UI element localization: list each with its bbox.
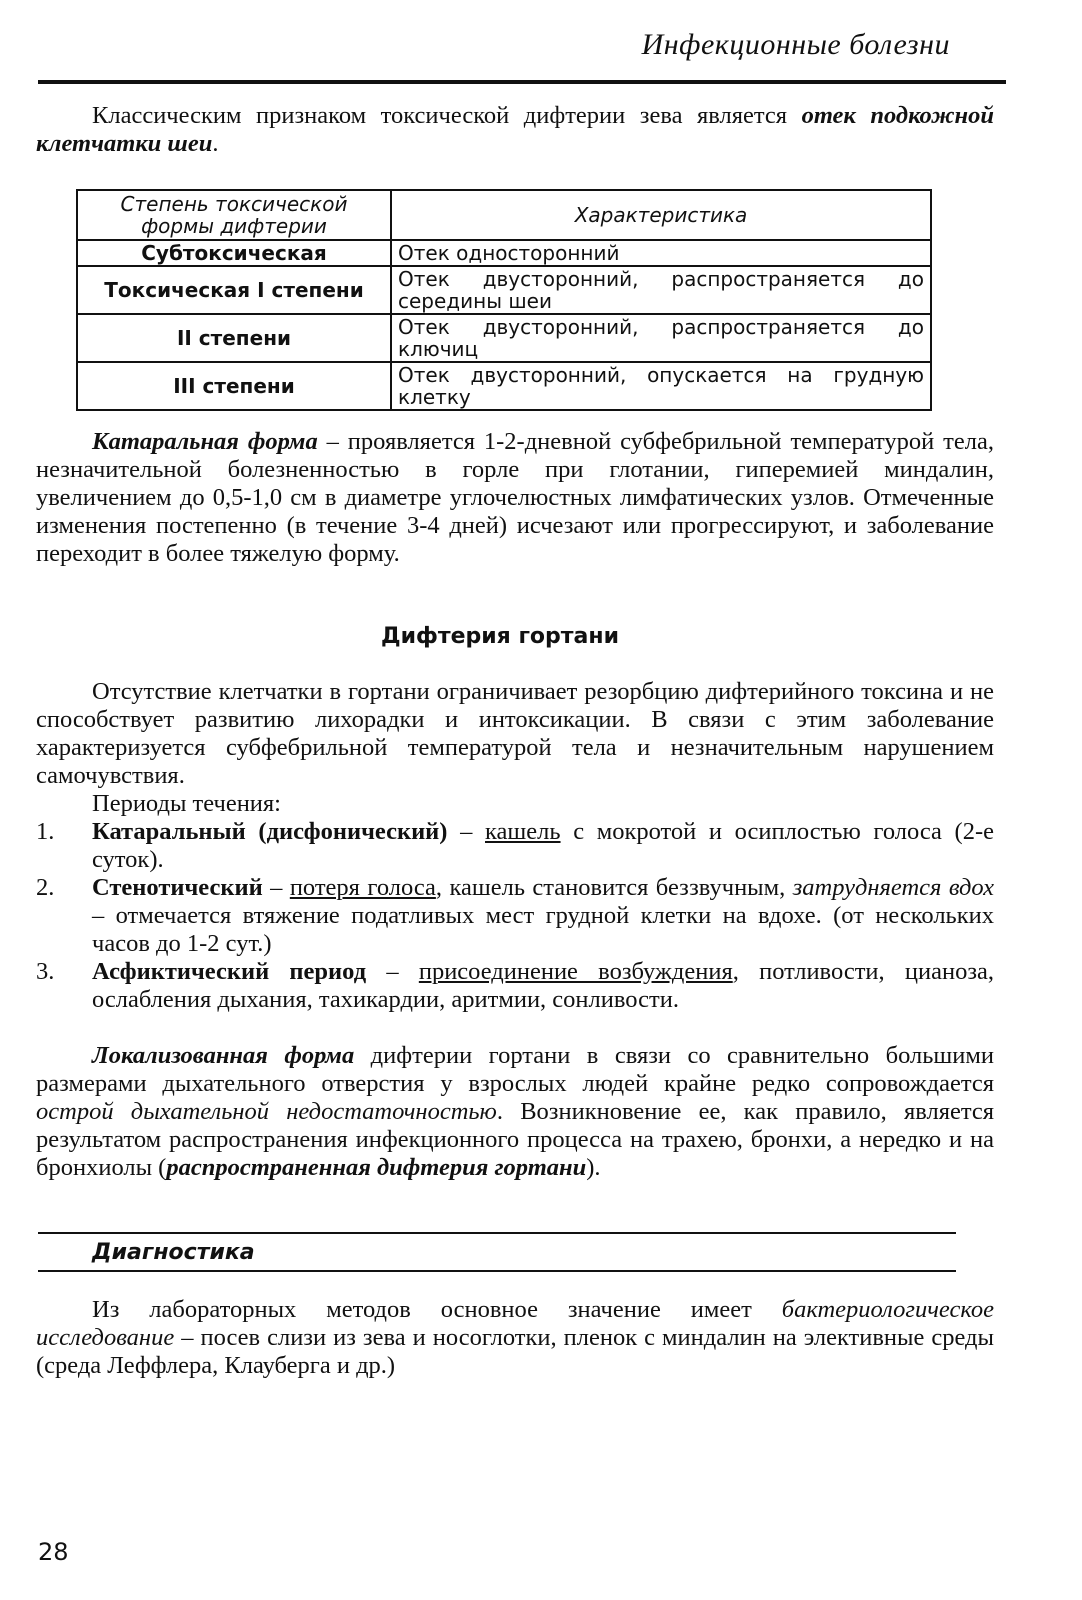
list-item: [36, 818, 994, 874]
diagnostics-text: Из лабораторных методов основное значение имеет: [92, 1296, 782, 1323]
localized-paragraph: [36, 1042, 994, 1182]
localized-end: ).: [586, 1154, 601, 1181]
periods-list: [36, 818, 994, 1014]
intro-text: Классическим признаком токсической дифтерии зева является: [92, 102, 802, 129]
diagnostics-rule-bottom: [38, 1270, 956, 1272]
intro-end: .: [212, 130, 219, 157]
period-text: , кашель становится беззвучным,: [435, 874, 793, 901]
section-title-larynx: Дифтерия гортани: [380, 624, 620, 649]
table-cell-description: Отек двусторонний, опускается на грудную клетку: [391, 362, 931, 410]
list-item: [36, 874, 994, 958]
period-underlined: присоединение возбуждения: [418, 958, 733, 985]
section-title-diagnostics: Диагностика: [92, 1240, 255, 1265]
list-item: [36, 958, 994, 1014]
table-cell-degree: II степени: [77, 314, 391, 362]
catarrhal-text: – проявляется 1-2-дневной субфебрильной температурой тела, незначительной болезненностью в горле при глотании, гиперемией миндалин, увеличением до 0,5-1,0 см в диаметре углочелюстных лимфатических узлов. Отмеченные изменения постепенно (в течение 3-4 дней) исчезают или прогрессируют, и заболевание переходит в более тяжелую форму.: [36, 428, 994, 567]
list-number: 2.: [36, 874, 55, 901]
catarrhal-paragraph: [36, 428, 994, 568]
header-rule: [38, 80, 1006, 84]
period-text-2: – отмечается втяжение податливых мест грудной клетки на вдохе. (от нескольких часов до 1-2 сут.): [92, 902, 994, 957]
periods-label: Периоды течения:: [92, 790, 281, 817]
period-italic: затрудняется вдох: [792, 874, 995, 901]
localized-term: Локализованная форма: [92, 1042, 355, 1069]
localized-italic: острой дыхательной недостаточностью: [36, 1098, 497, 1125]
page-number: 28: [38, 1538, 69, 1566]
period-text: , потливости, цианоза, ослабления дыхания, тахикардии, аритмии, сонливости.: [92, 958, 995, 1013]
period-dash: –: [262, 874, 290, 901]
larynx-paragraph: Отсутствие клетчатки в гортани ограничивает резорбцию дифтерийного токсина и не способствует развитию лихорадки и интоксикации. В связи с этим заболевание характеризуется субфебрильной температурой тела и незначительным нарушением самочувствия.: [36, 678, 994, 789]
table-row: [77, 266, 931, 314]
running-head: Инфекционные болезни: [641, 28, 950, 61]
period-underlined: кашель: [485, 818, 561, 845]
period-name: Стенотический: [92, 874, 263, 901]
intro-paragraph: [36, 102, 994, 158]
period-text: с мокротой и осиплостью голоса (2-е суток).: [92, 818, 994, 873]
period-dash: –: [366, 958, 419, 985]
diagnostics-rule-top: [38, 1232, 956, 1234]
list-number: 1.: [36, 818, 55, 845]
localized-term-2: распространенная дифтерия гортани: [166, 1154, 587, 1181]
table-row: [77, 314, 931, 362]
diagnostics-paragraph: [36, 1296, 994, 1380]
period-name: Асфиктический период: [92, 958, 367, 985]
localized-text: дифтерии гортани в связи со сравнительно большими размерами дыхательного отверстия у взрослых людей крайне редко сопровождается: [36, 1042, 994, 1097]
period-underlined: потеря голоса: [289, 874, 436, 901]
table-row: [77, 240, 931, 266]
table-cell-description: Отек односторонний: [391, 240, 931, 266]
list-number: 3.: [36, 958, 55, 985]
catarrhal-term: Катаральная форма: [92, 428, 318, 455]
table-row: [77, 362, 931, 410]
table-header-row: [77, 190, 931, 240]
localized-text-2: . Возникновение ее, как правило, является результатом распространения инфекционного процесса на трахею, бронхи, а нередко и на бронхиолы (: [36, 1098, 995, 1181]
table-cell-degree: III степени: [77, 362, 391, 410]
intro-emphasis: отек подкожной клетчатки шеи: [36, 102, 994, 157]
table-header-degree: Степень токсической формы дифтерии: [77, 190, 391, 240]
table-cell-degree: Субтоксическая: [77, 240, 391, 266]
period-name: Катаральный (дисфонический): [92, 818, 448, 845]
table-header-characteristic: Характеристика: [391, 190, 931, 240]
table-cell-description: Отек двусторонний, распространяется до ключиц: [391, 314, 931, 362]
diagnostics-text-2: – посев слизи из зева и носоглотки, пленок с миндалин на элективные среды (среда Леффлера, Клауберга и др.): [36, 1324, 994, 1379]
table-cell-degree: Токсическая I степени: [77, 266, 391, 314]
period-dash: –: [447, 818, 485, 845]
severity-table: [76, 189, 932, 411]
table-cell-description: Отек двусторонний, распространяется до середины шеи: [391, 266, 931, 314]
diagnostics-italic: бактериологическое исследование: [36, 1296, 994, 1351]
